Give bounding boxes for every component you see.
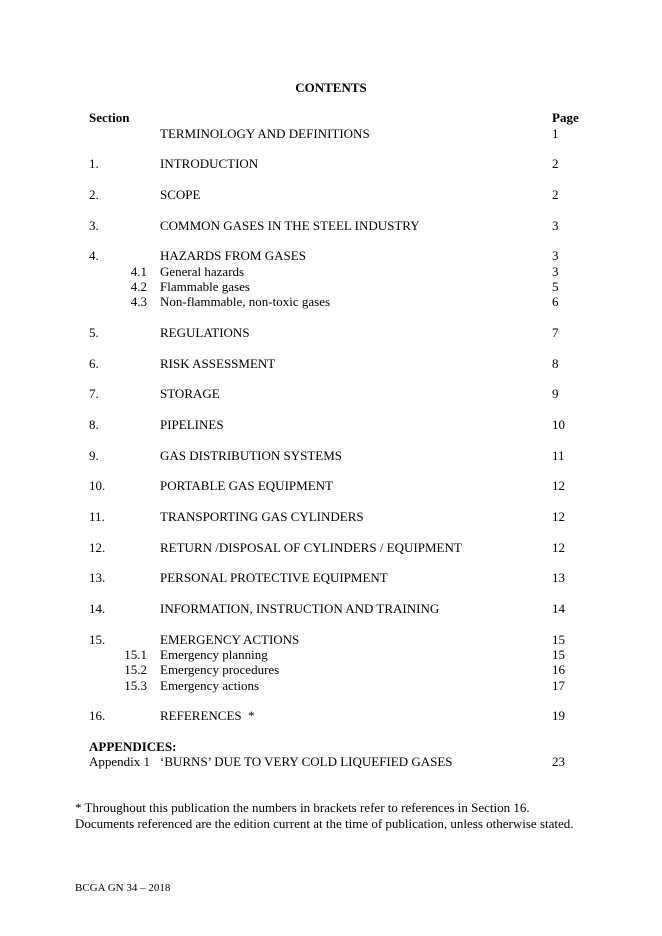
toc-entry-16[interactable] [0, 708, 662, 724]
toc-entry-number: 4.3 [130, 294, 147, 309]
toc-entry-number: 1. [89, 156, 99, 171]
section-column-header: Section [89, 110, 130, 125]
toc-entry-page: 14 [552, 601, 565, 616]
toc-entry-page: 15 [552, 647, 565, 662]
toc-entry-15-2[interactable] [0, 662, 662, 678]
toc-entry-4-3[interactable] [0, 294, 662, 310]
toc-entry-page: 11 [552, 448, 565, 463]
toc-entry-number: 6. [89, 356, 99, 371]
toc-entry-label: General hazards [160, 264, 245, 279]
toc-entry-label: INFORMATION, INSTRUCTION AND TRAINING [160, 601, 440, 616]
toc-entry-number: 2. [89, 187, 99, 202]
toc-entry-number: 15.3 [124, 678, 147, 693]
toc-entry-page: 12 [552, 478, 565, 493]
toc-entry-page: 19 [552, 708, 565, 723]
toc-entry-number: 4. [89, 248, 99, 263]
toc-entry-page: 3 [552, 218, 559, 233]
toc-entry-15-1[interactable] [0, 647, 662, 663]
toc-entry-page: 3 [552, 248, 559, 263]
toc-entry-label: PIPELINES [160, 417, 224, 432]
toc-entry-label: Emergency procedures [160, 662, 280, 677]
toc-entry-number: Appendix 1 [89, 754, 151, 769]
toc-entry-label: Emergency actions [160, 678, 260, 693]
toc-entry-4-1[interactable] [0, 264, 662, 280]
toc-entry-8[interactable] [0, 417, 662, 433]
toc-entry-11[interactable] [0, 509, 662, 525]
toc-entry-page: 2 [552, 187, 559, 202]
toc-entry-page: 12 [552, 540, 565, 555]
toc-entry-label: PORTABLE GAS EQUIPMENT [160, 478, 333, 493]
toc-entry-label: TERMINOLOGY AND DEFINITIONS [160, 126, 370, 141]
toc-entry-label: STORAGE [160, 386, 220, 401]
toc-entry-label: INTRODUCTION [160, 156, 259, 171]
toc-entry-number: 13. [89, 570, 106, 585]
page-column-header: Page [552, 110, 579, 125]
footnote: * Throughout this publication the numbers in brackets refer to references in Section 16. Documents referenced are the edition current at the time of publication, unless otherwise stated. [75, 800, 574, 831]
toc-entry-number: 15.1 [124, 647, 147, 662]
toc-entry-label: HAZARDS FROM GASES [160, 248, 306, 263]
toc-entry-page: 1 [552, 126, 559, 141]
toc-entry-label: SCOPE [160, 187, 201, 202]
toc-entry-page: 23 [552, 754, 565, 769]
toc-entry-14[interactable] [0, 601, 662, 617]
toc-entry-label: COMMON GASES IN THE STEEL INDUSTRY [160, 218, 420, 233]
toc-entry-label: REGULATIONS [160, 325, 250, 340]
toc-entry-10[interactable] [0, 478, 662, 494]
toc-entry-page: 7 [552, 325, 559, 340]
toc-entry-label: Flammable gases [160, 279, 250, 294]
toc-entry-terminology[interactable] [0, 126, 662, 142]
toc-entry-5[interactable] [0, 325, 662, 341]
toc-entry-13[interactable] [0, 570, 662, 586]
toc-entry-number: 15. [89, 632, 106, 647]
toc-entry-page: 13 [552, 570, 565, 585]
toc-entry-4[interactable] [0, 248, 662, 264]
toc-entry-number: 5. [89, 325, 99, 340]
toc-entry-3[interactable] [0, 218, 662, 234]
toc-entry-page: 17 [552, 678, 565, 693]
toc-entry-9[interactable] [0, 448, 662, 464]
toc-entry-15-3[interactable] [0, 678, 662, 694]
toc-entry-page: 16 [552, 662, 565, 677]
toc-entry-page: 6 [552, 294, 559, 309]
toc-entry-label: TRANSPORTING GAS CYLINDERS [160, 509, 364, 524]
toc-entry-label: ‘BURNS’ DUE TO VERY COLD LIQUEFIED GASES [160, 754, 453, 769]
toc-entry-label: RISK ASSESSMENT [160, 356, 276, 371]
toc-entry-number: 11. [89, 509, 105, 524]
toc-entry-4-2[interactable] [0, 279, 662, 295]
toc-entry-page: 3 [552, 264, 559, 279]
toc-entry-number: 9. [89, 448, 99, 463]
toc-entry-label: PERSONAL PROTECTIVE EQUIPMENT [160, 570, 388, 585]
toc-entry-number: 3. [89, 218, 99, 233]
toc-entry-page: 15 [552, 632, 565, 647]
toc-entry-label: GAS DISTRIBUTION SYSTEMS [160, 448, 343, 463]
toc-entry-label: Emergency planning [160, 647, 268, 662]
toc-entry-number: 4.1 [130, 264, 147, 279]
toc-entry-number: 15.2 [124, 662, 147, 677]
toc-entry-12[interactable] [0, 540, 662, 556]
appendices-heading: APPENDICES: [89, 739, 177, 754]
toc-entry-page: 2 [552, 156, 559, 171]
toc-entry-appendix-1[interactable] [0, 754, 662, 770]
toc-entry-6[interactable] [0, 356, 662, 372]
toc-entry-label: Non-flammable, non-toxic gases [160, 294, 331, 309]
toc-entry-page: 9 [552, 386, 559, 401]
toc-entry-number: 7. [89, 386, 99, 401]
toc-entry-15[interactable] [0, 632, 662, 648]
toc-entry-label: RETURN /DISPOSAL OF CYLINDERS / EQUIPMENT [160, 540, 462, 555]
page-footer: BCGA GN 34 – 2018 [75, 882, 171, 894]
page-title: CONTENTS [295, 80, 367, 95]
toc-entry-number: 4.2 [130, 279, 147, 294]
toc-entry-7[interactable] [0, 386, 662, 402]
toc-entry-page: 5 [552, 279, 559, 294]
toc-entry-page: 12 [552, 509, 565, 524]
toc-entry-number: 8. [89, 417, 99, 432]
toc-entry-page: 10 [552, 417, 565, 432]
toc-entry-page: 8 [552, 356, 559, 371]
toc-entry-number: 14. [89, 601, 106, 616]
toc-entry-1[interactable] [0, 156, 662, 172]
toc-entry-number: 10. [89, 478, 106, 493]
toc-entry-number: 16. [89, 708, 106, 723]
toc-entry-2[interactable] [0, 187, 662, 203]
toc-entry-label: REFERENCES * [160, 708, 255, 723]
toc-entry-label: EMERGENCY ACTIONS [160, 632, 300, 647]
toc-entry-number: 12. [89, 540, 106, 555]
